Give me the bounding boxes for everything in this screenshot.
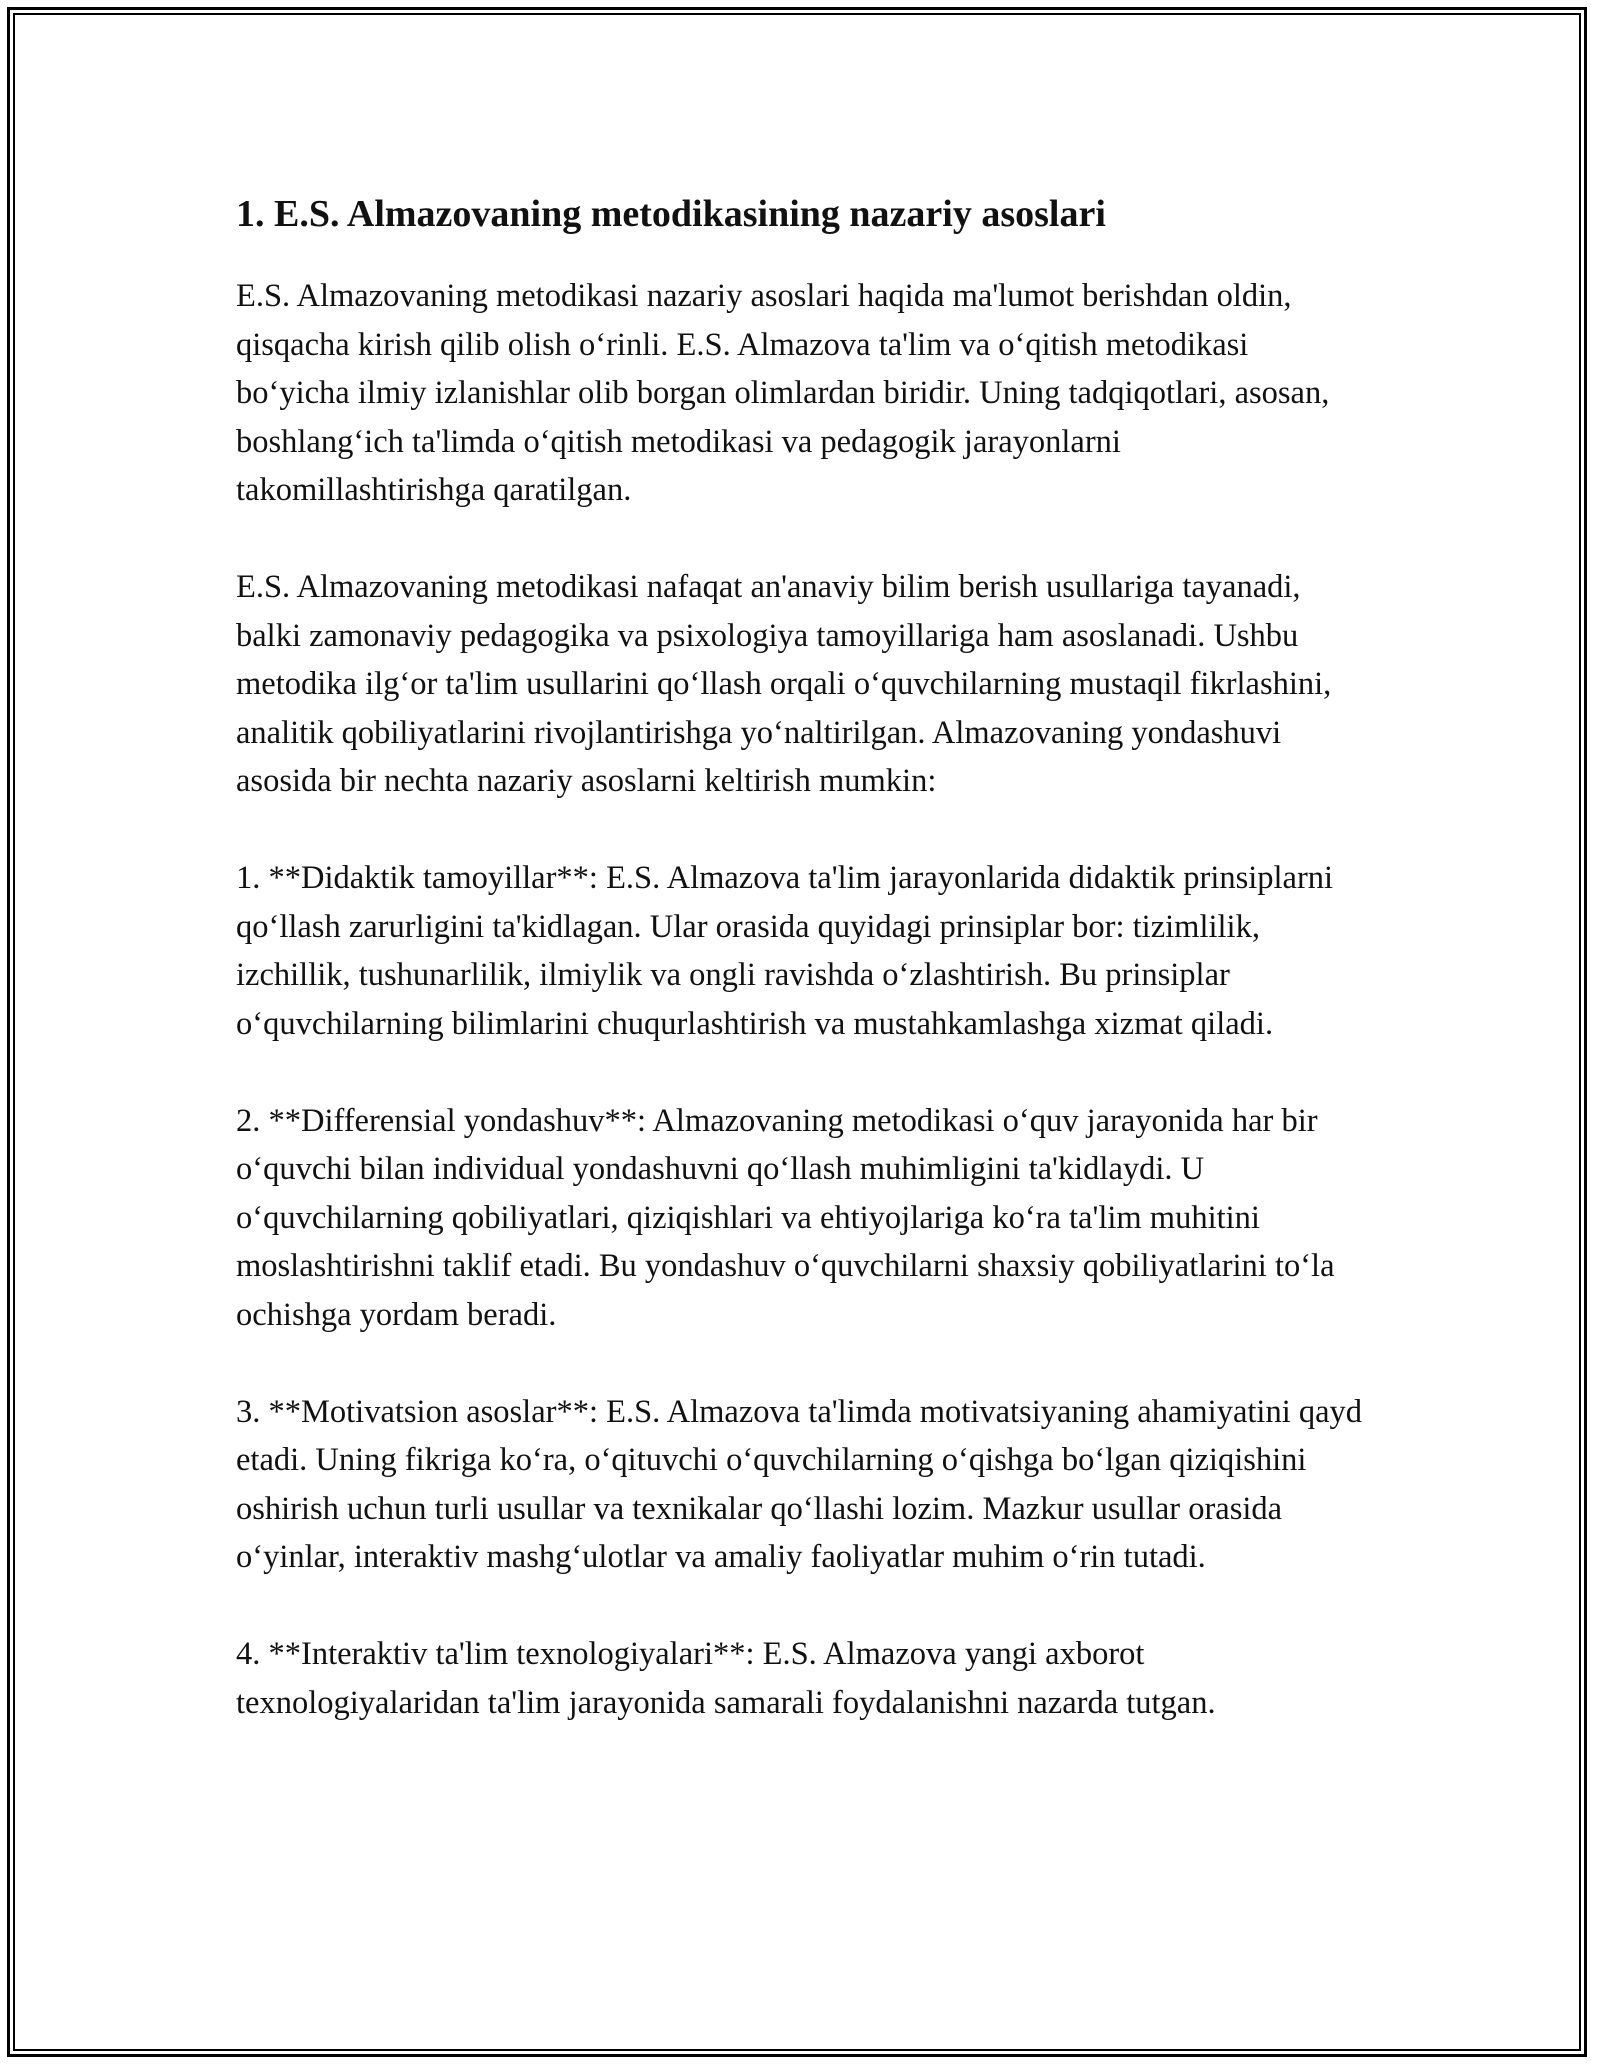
paragraph-overview: E.S. Almazovaning metodikasi nafaqat an'anaviy bilim berish usullariga tayanadi, balki zamonaviy pedagogika va psixologiya tamoyillariga ham asoslanadi. Ushbu metodika ilg‘or ta'lim usullarini qo‘llash orqali o‘quvchilarning mustaqil fikrlashini, analitik qobiliyatlarini rivojlantirishga yo‘naltirilgan. Almazovaning yondashuvi asosida bir nechta nazariy asoslarni keltirish mumkin: <box>236 569 1332 799</box>
document-body <box>236 182 1366 1776</box>
list-item-didactic: 1. **Didaktik tamoyillar**: E.S. Almazova ta'lim jarayonlarida didaktik prinsiplarni qo‘llash zarurligini ta'kidlagan. Ular orasida quyidagi prinsiplar bor: tizimlilik, izchillik, tushunarlilik, ilmiylik va ongli ravishda o‘zlashtirish. Bu prinsiplar o‘quvchilarning bilimlarini chuqurlashtirish va mustahkamlashga xizmat qiladi. <box>236 860 1334 1042</box>
paragraph-intro: E.S. Almazovaning metodikasi nazariy asoslari haqida ma'lumot berishdan oldin, qisqacha kirish qilib olish o‘rinli. E.S. Almazova ta'lim va o‘qitish metodikasi bo‘yicha ilmiy izlanishlar olib borgan olimlardan biridir. Uning tadqiqotlari, asosan, boshlang‘ich ta'limda o‘qitish metodikasi va pedagogik jarayonlarni takomillashtirishga qaratilgan. <box>236 278 1330 508</box>
list-item-interactive: 4. **Interaktiv ta'lim texnologiyalari**: E.S. Almazova yangi axborot texnologiyalaridan ta'lim jarayonida samarali foydalanishni nazarda tutgan. <box>236 1636 1216 1721</box>
list-item-motivation: 3. **Motivatsion asoslar**: E.S. Almazova ta'limda motivatsiyaning ahamiyatini qayd etadi. Uning fikriga ko‘ra, o‘qituvchi o‘quvchilarning o‘qishga bo‘lgan qiziqishini oshirish uchun turli usullar va texnikalar qo‘llashi lozim. Mazkur usullar orasida o‘yinlar, interaktiv mashg‘ulotlar va amaliy faoliyatlar muhim o‘rin tutadi. <box>236 1393 1363 1575</box>
section-heading: 1. E.S. Almazovaning metodikasining nazariy asoslari <box>236 193 1106 235</box>
list-item-differential: 2. **Differensial yondashuv**: Almazovaning metodikasi o‘quv jarayonida har bir o‘quvchi bilan individual yondashuvni qo‘llash muhimligini ta'kidlaydi. U o‘quvchilarning qobiliyatlari, qiziqishlari va ehtiyojlariga ko‘ra ta'lim muhitini moslashtirishni taklif etadi. Bu yondashuv o‘quvchilarni shaxsiy qobiliyatlarini to‘la ochishga yordam beradi. <box>236 1102 1335 1333</box>
